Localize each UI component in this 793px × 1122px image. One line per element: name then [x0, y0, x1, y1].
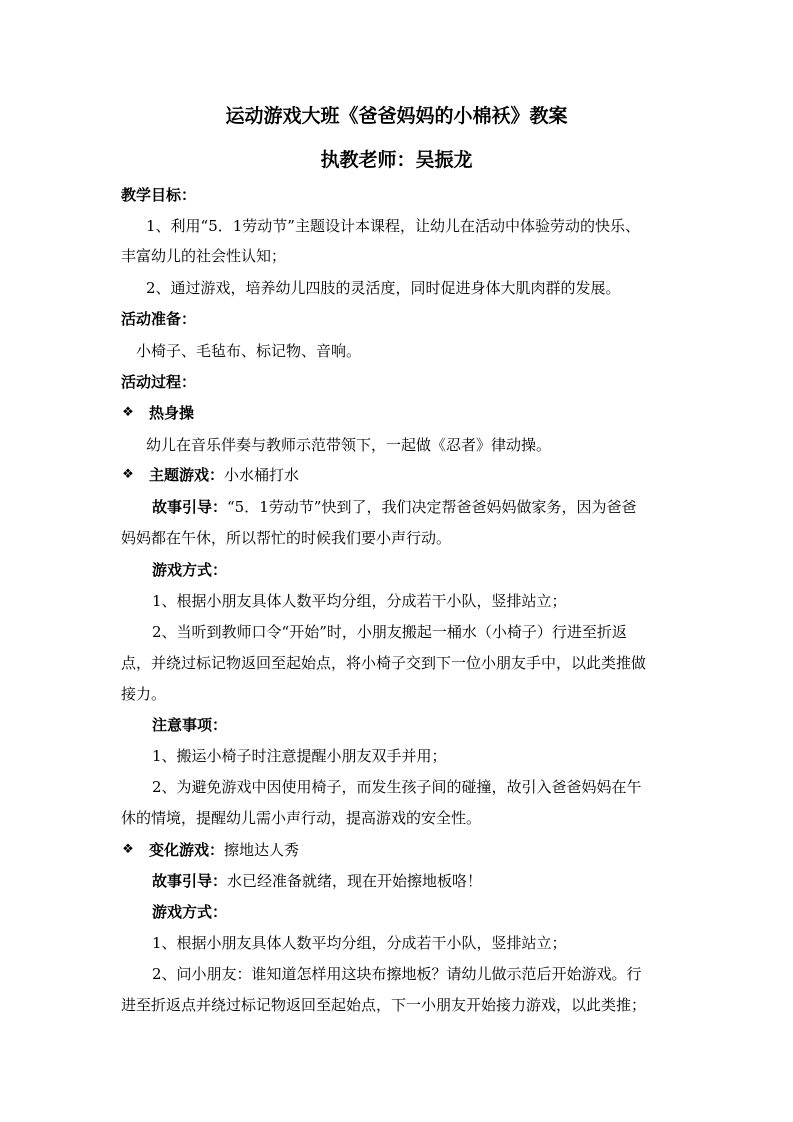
theme-story-label: 故事引导：	[152, 498, 228, 516]
variant-story-label: 故事引导：	[152, 872, 228, 890]
bullet-icon: ❖	[122, 405, 134, 420]
theme-note-1: 1、搬运小椅子时注意提醒小朋友双手并用；	[152, 747, 447, 765]
theme-method-heading: 游戏方式：	[152, 561, 228, 579]
objectives-heading: 教学目标：	[121, 186, 197, 204]
process-heading: 活动过程：	[121, 373, 197, 391]
preparation-heading: 活动准备：	[121, 310, 197, 328]
theme-story-text: “5．1劳动节”快到了，我们决定帮爸爸妈妈做家务，因为爸爸	[227, 498, 637, 516]
variant-method-heading: 游戏方式：	[152, 903, 228, 921]
theme-method-2-line-2: 点，并绕过标记物返回至起始点，将小椅子交到下一位小朋友手中，以此类推做	[121, 654, 647, 672]
objective-1-line-1: 1、利用“5．1劳动节”主题设计本课程，让幼儿在活动中体验劳动的快乐、	[146, 217, 640, 235]
variant-method-1: 1、根据小朋友具体人数平均分组，分成若干小队，竖排站立；	[152, 934, 567, 952]
variant-story-line	[152, 871, 482, 891]
preparation-materials: 小椅子、毛毡布、标记物、音响。	[136, 342, 362, 360]
variant-game-line	[149, 840, 299, 860]
theme-game-label: 主题游戏：	[149, 466, 225, 484]
variant-method-2-line-1: 2、问小朋友：谁知道怎样用这块布擦地板？请幼儿做示范后开始游戏。行	[152, 965, 642, 983]
theme-story-line-1	[152, 497, 636, 517]
variant-story-text: 水已经准备就绪，现在开始擦地板咯！	[227, 872, 483, 890]
variant-game-label: 变化游戏：	[149, 841, 225, 859]
theme-method-2-line-3: 接力。	[121, 685, 167, 703]
variant-game-name: 擦地达人秀	[224, 841, 300, 859]
warmup-text: 幼儿在音乐伴奏与教师示范带领下，一起做《忍者》律动操。	[146, 436, 552, 454]
theme-method-1: 1、根据小朋友具体人数平均分组，分成若干小队，竖排站立；	[152, 592, 567, 610]
theme-method-2-line-1: 2、当听到教师口令“开始”时，小朋友搬起一桶水（小椅子）行进至折返	[152, 623, 627, 641]
objective-1-line-2: 丰富幼儿的社会性认知；	[121, 247, 287, 265]
theme-note-2-line-2: 休的情境，提醒幼儿需小声行动，提高游戏的安全性。	[121, 809, 482, 827]
warmup-heading: 热身操	[149, 404, 195, 422]
theme-story-line-2: 妈妈都在午休，所以帮忙的时候我们要小声行动。	[121, 529, 452, 547]
theme-notes-heading: 注意事项：	[152, 716, 228, 734]
theme-note-2-line-1: 2、为避免游戏中因使用椅子，而发生孩子间的碰撞，故引入爸爸妈妈在午	[152, 778, 642, 796]
bullet-icon: ❖	[122, 467, 134, 482]
variant-method-2-line-2: 进至折返点并绕过标记物返回至起始点，下一小朋友开始接力游戏，以此类推；	[121, 996, 647, 1014]
teacher-line: 执教老师：吴振龙	[320, 149, 473, 171]
bullet-icon: ❖	[122, 842, 134, 857]
document-title: 运动游戏大班《爸爸妈妈的小棉袄》教案	[225, 105, 568, 127]
theme-game-name: 小水桶打水	[224, 466, 300, 484]
theme-game-line	[149, 465, 299, 485]
objective-2: 2、通过游戏，培养幼儿四肢的灵活度，同时促进身体大肌肉群的发展。	[146, 279, 621, 297]
